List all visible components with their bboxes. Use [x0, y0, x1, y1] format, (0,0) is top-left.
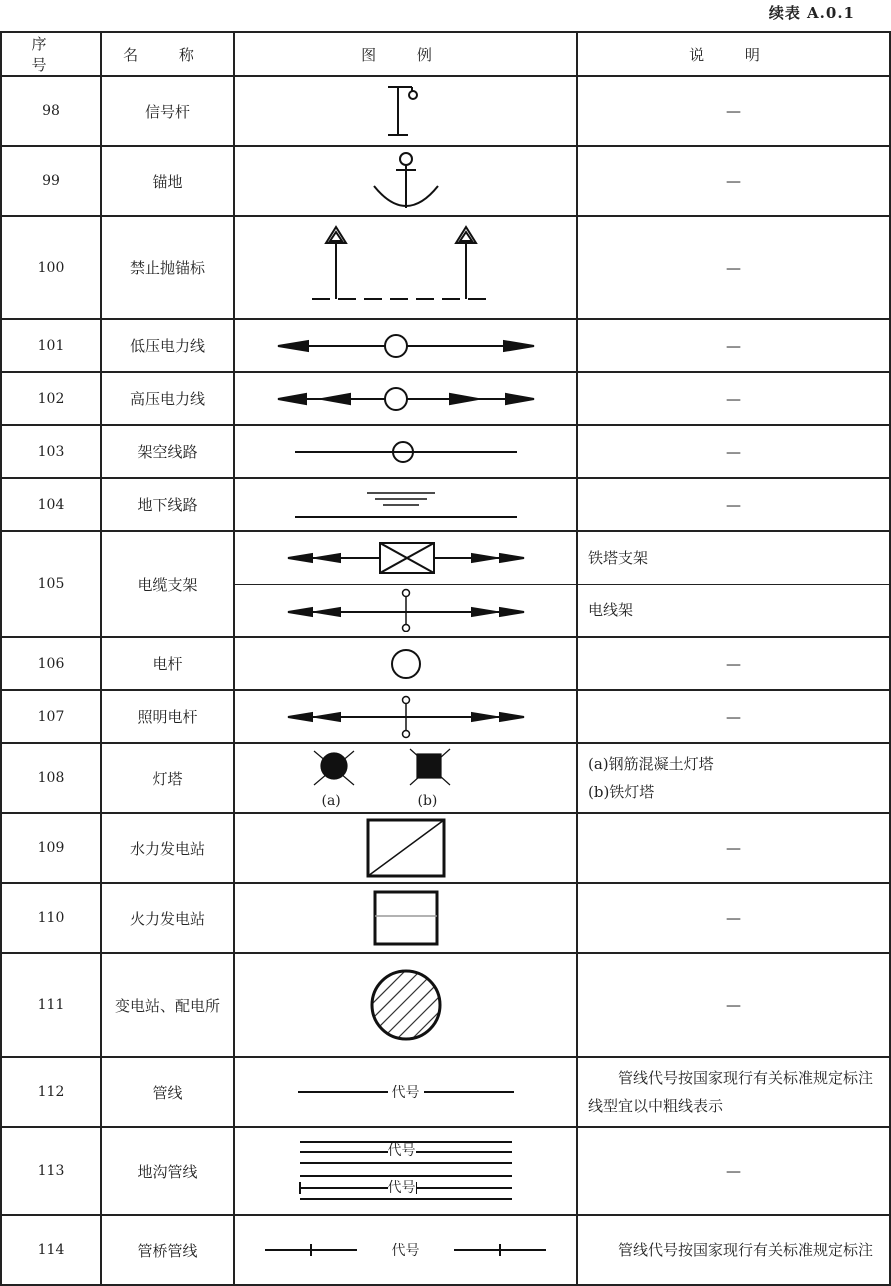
lighting-pole-symbol [234, 690, 577, 743]
row-desc: — [577, 146, 890, 216]
row-name: 管桥管线 [101, 1215, 234, 1285]
row-desc: 电线架 [577, 584, 890, 637]
table-row [1, 319, 890, 372]
header-legend: 图 例 [234, 32, 577, 76]
row-name: 水力发电站 [101, 813, 234, 883]
table-row [1, 1127, 890, 1215]
table-row [1, 146, 890, 216]
row-seq: 113 [1, 1127, 101, 1215]
row-name: 地沟管线 [101, 1127, 234, 1215]
row-name: 高压电力线 [101, 372, 234, 425]
wire-support-symbol [234, 584, 577, 637]
low-voltage-line-symbol [234, 319, 577, 372]
table-row [1, 1057, 890, 1127]
row-desc: — [577, 76, 890, 146]
row-name: 火力发电站 [101, 883, 234, 953]
table-row [1, 216, 890, 319]
row-name: 电缆支架 [101, 531, 234, 637]
row-seq: 107 [1, 690, 101, 743]
lighthouse-symbols [234, 743, 577, 813]
row-name: 低压电力线 [101, 319, 234, 372]
table-row [1, 1215, 890, 1285]
row-name: 锚地 [101, 146, 234, 216]
table-row [1, 690, 890, 743]
table-caption: 续表 A.0.1 [768, 4, 855, 22]
electric-pole-symbol [234, 637, 577, 690]
row-seq: 109 [1, 813, 101, 883]
row-seq: 99 [1, 146, 101, 216]
table-row [1, 743, 890, 813]
row-desc: — [577, 953, 890, 1057]
row-seq: 105 [1, 531, 101, 637]
row-name: 地下线路 [101, 478, 234, 531]
row-seq: 101 [1, 319, 101, 372]
label-b: (b) [417, 793, 438, 809]
row-desc: — [577, 883, 890, 953]
header-seq: 序 号 [1, 32, 101, 76]
row-desc: — [577, 813, 890, 883]
legend-table [0, 31, 891, 1286]
row-desc: — [577, 1127, 890, 1215]
table-row [1, 425, 890, 478]
no-anchoring-sign-symbol [234, 216, 577, 319]
row-name: 电杆 [101, 637, 234, 690]
row-seq: 111 [1, 953, 101, 1057]
signal-pole-symbol [234, 76, 577, 146]
trench-code-label-bottom: 代号 [387, 1180, 416, 1196]
pipeline-code-label: 代号 [391, 1085, 420, 1101]
row-desc: — [577, 425, 890, 478]
row-desc: — [577, 319, 890, 372]
table-row [1, 637, 890, 690]
row-seq: 98 [1, 76, 101, 146]
header-row [1, 32, 890, 76]
row-seq: 114 [1, 1215, 101, 1285]
row-seq: 108 [1, 743, 101, 813]
row-name: 管线 [101, 1057, 234, 1127]
row-name: 禁止抛锚标 [101, 216, 234, 319]
table-row [1, 76, 890, 146]
underground-line-symbol [234, 478, 577, 531]
row-desc: — [577, 637, 890, 690]
table-row [1, 372, 890, 425]
row-desc [577, 743, 890, 813]
table-row [1, 953, 890, 1057]
bridge-pipeline-symbol [234, 1215, 577, 1285]
desc-b: (b)铁灯塔 [588, 783, 655, 801]
row-desc: — [577, 216, 890, 319]
row-seq: 110 [1, 883, 101, 953]
trench-pipeline-symbol [234, 1127, 577, 1215]
row-desc: — [577, 372, 890, 425]
row-desc: 铁塔支架 [577, 531, 890, 584]
row-name: 信号杆 [101, 76, 234, 146]
row-seq: 104 [1, 478, 101, 531]
substation-symbol [234, 953, 577, 1057]
header-desc: 说 明 [577, 32, 890, 76]
table-row [1, 478, 890, 531]
header-name: 名 称 [101, 32, 234, 76]
row-name: 照明电杆 [101, 690, 234, 743]
row-seq: 103 [1, 425, 101, 478]
high-voltage-line-symbol [234, 372, 577, 425]
row-seq: 100 [1, 216, 101, 319]
row-seq: 112 [1, 1057, 101, 1127]
label-a: (a) [321, 793, 341, 809]
row-name: 架空线路 [101, 425, 234, 478]
bridge-code-label: 代号 [391, 1243, 420, 1259]
row-seq: 106 [1, 637, 101, 690]
pipeline-symbol [234, 1057, 577, 1127]
table-row [1, 531, 890, 584]
row-desc: 管线代号按国家现行有关标准规定标注 [577, 1215, 890, 1285]
thermal-station-symbol [234, 883, 577, 953]
tower-support-symbol [234, 531, 577, 584]
row-name: 变电站、配电所 [101, 953, 234, 1057]
row-desc: 管线代号按国家现行有关标准规定标注线型宜以中粗线表示 [577, 1057, 890, 1127]
anchorage-symbol [234, 146, 577, 216]
table-row [1, 883, 890, 953]
desc-a: (a)钢筋混凝土灯塔 [588, 755, 714, 773]
row-name: 灯塔 [101, 743, 234, 813]
row-seq: 102 [1, 372, 101, 425]
row-desc: — [577, 478, 890, 531]
row-desc: — [577, 690, 890, 743]
hydro-station-symbol [234, 813, 577, 883]
table-row [1, 813, 890, 883]
trench-code-label-top: 代号 [387, 1143, 416, 1159]
overhead-line-symbol [234, 425, 577, 478]
